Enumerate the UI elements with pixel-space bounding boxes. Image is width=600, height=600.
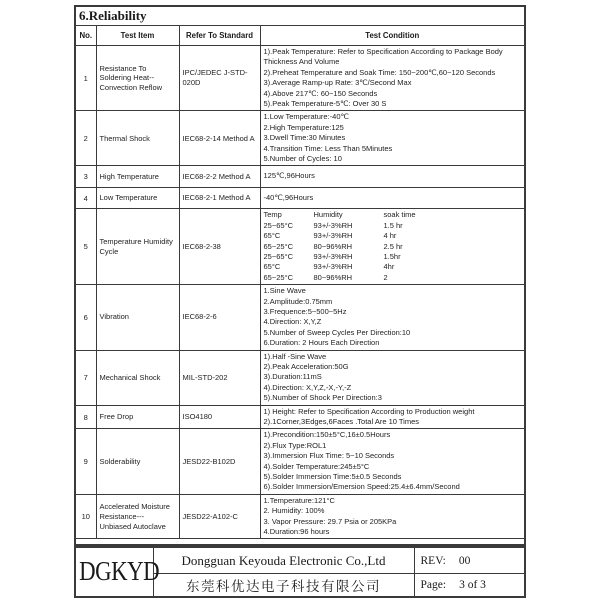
condition-cell [260, 350, 525, 405]
footer-row-top [75, 547, 525, 574]
condition-line: 2.Amplitude:0.75mm [263, 296, 333, 306]
soak-value: 1.5 hr [383, 220, 403, 230]
humidity-value: 80~96%RH [313, 241, 353, 251]
temp-value: 65~25°C [263, 272, 293, 282]
condition-line: 1).Half -Sine Wave [263, 351, 327, 361]
condition-line: 5).Number of Shock Per Direction:3 [263, 393, 382, 403]
condition-line: 3. Vapor Pressure: 29.7 Psia or 205KPa [263, 516, 397, 526]
row-no: 5 [75, 209, 96, 285]
humidity-value: 80~96%RH [313, 272, 353, 282]
condition-line: 2).Peak Acceleration:50G [263, 361, 349, 371]
temp-value: 65~25°C [263, 241, 293, 251]
condition-line: 3).Immersion Flux Time: 5~10 Seconds [263, 451, 395, 461]
condition-line: 4.Transition Time: Less Than 5Minutes [263, 143, 393, 153]
humidity-value: 93+/-3%RH [313, 262, 353, 272]
row-no: 1 [75, 46, 96, 111]
column-header-test-item: Test Item [96, 26, 179, 46]
page-value: 3 of 3 [459, 579, 486, 592]
standard-cell: IEC68-2-2 Method A [179, 166, 260, 187]
standard-cell: JESD22-B102D [179, 429, 260, 494]
test-item-cell: Low Temperature [96, 187, 179, 208]
rev-label: REV: [420, 554, 446, 567]
row-no: 6 [75, 285, 96, 350]
condition-line: 1) Height: Refer to Specification According to Production weight [263, 406, 475, 416]
standard-cell: IPC/JEDEC J-STD-020D [179, 46, 260, 111]
page-cell [414, 574, 525, 598]
condition-cell [260, 494, 525, 539]
test-item-cell: Temperature Humidity Cycle [96, 209, 179, 285]
humidity-value: 93+/-3%RH [313, 251, 353, 261]
soak-value: 2.5 hr [383, 241, 403, 251]
table-row-6 [75, 285, 525, 350]
test-item-cell: Free Drop [96, 405, 179, 429]
condition-cell [260, 285, 525, 350]
condition-cell [260, 46, 525, 111]
condition-line: 4).Solder Temperature:245±5°C [263, 461, 370, 471]
table-row-9 [75, 429, 525, 494]
title-row [75, 6, 525, 26]
table-row-1 [75, 46, 525, 111]
humidity-col-humidity: Humidity [313, 210, 343, 220]
row-no: 3 [75, 166, 96, 187]
test-item-cell: Resistance To Soldering Heat-- Convection Reflow [96, 46, 179, 111]
condition-cell [260, 187, 525, 208]
soak-value: 2 [383, 272, 388, 282]
row-no: 9 [75, 429, 96, 494]
condition-line: 3).Average Ramp-up Rate: 3℃/Second Max [263, 78, 412, 88]
humidity-cycle-table [264, 210, 522, 283]
condition-line: 4).Direction: X,Y,Z,-X,-Y,-Z [263, 382, 352, 392]
header-row [75, 26, 525, 46]
column-header-standard: Refer To Standard [179, 26, 260, 46]
humidity-value: 93+/-3%RH [313, 231, 353, 241]
condition-line: 1.Low Temperature:-40℃ [263, 112, 349, 122]
soak-value: 4 hr [383, 231, 397, 241]
humidity-table-row [264, 221, 522, 231]
rev-value: 00 [458, 554, 471, 567]
standard-cell: IEC68-2-14 Method A [179, 111, 260, 166]
standard-cell: ISO4180 [179, 405, 260, 429]
condition-line: 5).Peak Temperature-5℃: Over 30 S [263, 99, 387, 109]
condition-line: 6).Solder Immersion/Emersion Speed:25.4±6.4mm/Second [263, 482, 460, 492]
soak-value: 4hr [383, 262, 395, 272]
humidity-col-temp: Temp [263, 210, 282, 220]
empty-bottom-row [75, 539, 525, 546]
condition-line: 2.High Temperature:125 [263, 122, 344, 132]
table-row-7 [75, 350, 525, 405]
row-no: 8 [75, 405, 96, 429]
rev-cell [414, 547, 525, 574]
humidity-table-row [264, 231, 522, 241]
condition-line: 2).1Corner,3Edges,6Faces .Total Are 10 Times [263, 417, 419, 426]
standard-cell: IEC68-2-6 [179, 285, 260, 350]
humidity-col-soak: soak time [383, 210, 416, 220]
reliability-table [74, 5, 526, 546]
soak-value: 1.5hr [383, 251, 401, 261]
temp-value: 65°C [263, 231, 281, 241]
test-item-cell: Solderability [96, 429, 179, 494]
condition-cell [260, 405, 525, 429]
test-item-cell: Thermal Shock [96, 111, 179, 166]
condition-line: 4.Direction: X,Y,Z [263, 317, 322, 327]
standard-cell: IEC68-2-38 [179, 209, 260, 285]
row-no: 4 [75, 187, 96, 208]
company-name-cn: 东莞科优达电子科技有限公司 [153, 574, 414, 598]
column-header-no: No. [75, 26, 96, 46]
company-logo [75, 547, 160, 597]
condition-line: 1).Peak Temperature: Refer to Specification According to Package Body Thickness And Volume [263, 47, 503, 67]
section-title: 6.Reliability [75, 6, 525, 26]
condition-line: -40℃,96Hours [263, 192, 314, 202]
humidity-table-row [264, 252, 522, 262]
temp-value: 25~65°C [263, 251, 293, 261]
company-name-en: Dongguan Keyouda Electronic Co.,Ltd [153, 547, 414, 574]
condition-line: 4).Above 217℃: 60~150 Seconds [263, 88, 378, 98]
humidity-table-row [264, 262, 522, 272]
humidity-table-row [264, 273, 522, 283]
standard-cell: JESD22-A102-C [179, 494, 260, 539]
condition-line: 5).Solder Immersion Time:5±0.5 Seconds [263, 472, 402, 482]
page-label: Page: [420, 579, 447, 592]
row-no: 10 [75, 494, 96, 539]
condition-line: 2).Flux Type:ROL1 [263, 440, 327, 450]
temp-value: 25~65°C [263, 220, 293, 230]
condition-cell [260, 429, 525, 494]
test-item-cell: Accelerated Moisture Resistance--- Unbiased Autoclave [96, 494, 179, 539]
test-item-cell: Vibration [96, 285, 179, 350]
condition-line: 3).Duration:11mS [263, 372, 322, 382]
table-row-5 [75, 209, 525, 285]
row-no: 2 [75, 111, 96, 166]
humidity-table-header [264, 210, 522, 220]
condition-line: 5.Number of Sweep Cycles Per Direction:10 [263, 327, 411, 337]
standard-cell: IEC68-2-1 Method A [179, 187, 260, 208]
logo-text: DGKYD [79, 556, 160, 587]
table-row-3 [75, 166, 525, 187]
condition-line: 4.Duration:96 hours [263, 527, 330, 537]
condition-line: 3.Dwell Time:30 Minutes [263, 133, 346, 143]
condition-line: 6.Duration: 2 Hours Each Direction [263, 338, 380, 348]
table-row-8 [75, 405, 525, 429]
table-row-10 [75, 494, 525, 539]
condition-cell [260, 111, 525, 166]
row-no: 7 [75, 350, 96, 405]
condition-line: 2).Preheat Temperature and Soak Time: 150~200℃,60~120 Seconds [263, 67, 496, 77]
condition-line: 3.Frequence:5~500~5Hz [263, 306, 347, 316]
standard-cell: MIL-STD-202 [179, 350, 260, 405]
condition-line: 5.Number of Cycles: 10 [263, 154, 342, 164]
table-row-2 [75, 111, 525, 166]
condition-line: 2. Humidity: 100% [263, 506, 325, 516]
test-item-cell: High Temperature [96, 166, 179, 187]
condition-line: 1.Sine Wave [263, 286, 306, 296]
humidity-table-row [264, 242, 522, 252]
condition-line: 125℃,96Hours [263, 171, 315, 181]
temp-value: 65°C [263, 262, 281, 272]
footer-block [74, 546, 526, 598]
table-row-4 [75, 187, 525, 208]
condition-line: 1.Temperature:121°C [263, 495, 335, 505]
test-item-cell: Mechanical Shock [96, 350, 179, 405]
condition-line: 1).Precondition:150±5°C,16±0.5Hours [263, 430, 391, 440]
condition-cell [260, 209, 525, 285]
column-header-condition: Test Condition [260, 26, 525, 46]
condition-cell [260, 166, 525, 187]
humidity-value: 93+/-3%RH [313, 220, 353, 230]
